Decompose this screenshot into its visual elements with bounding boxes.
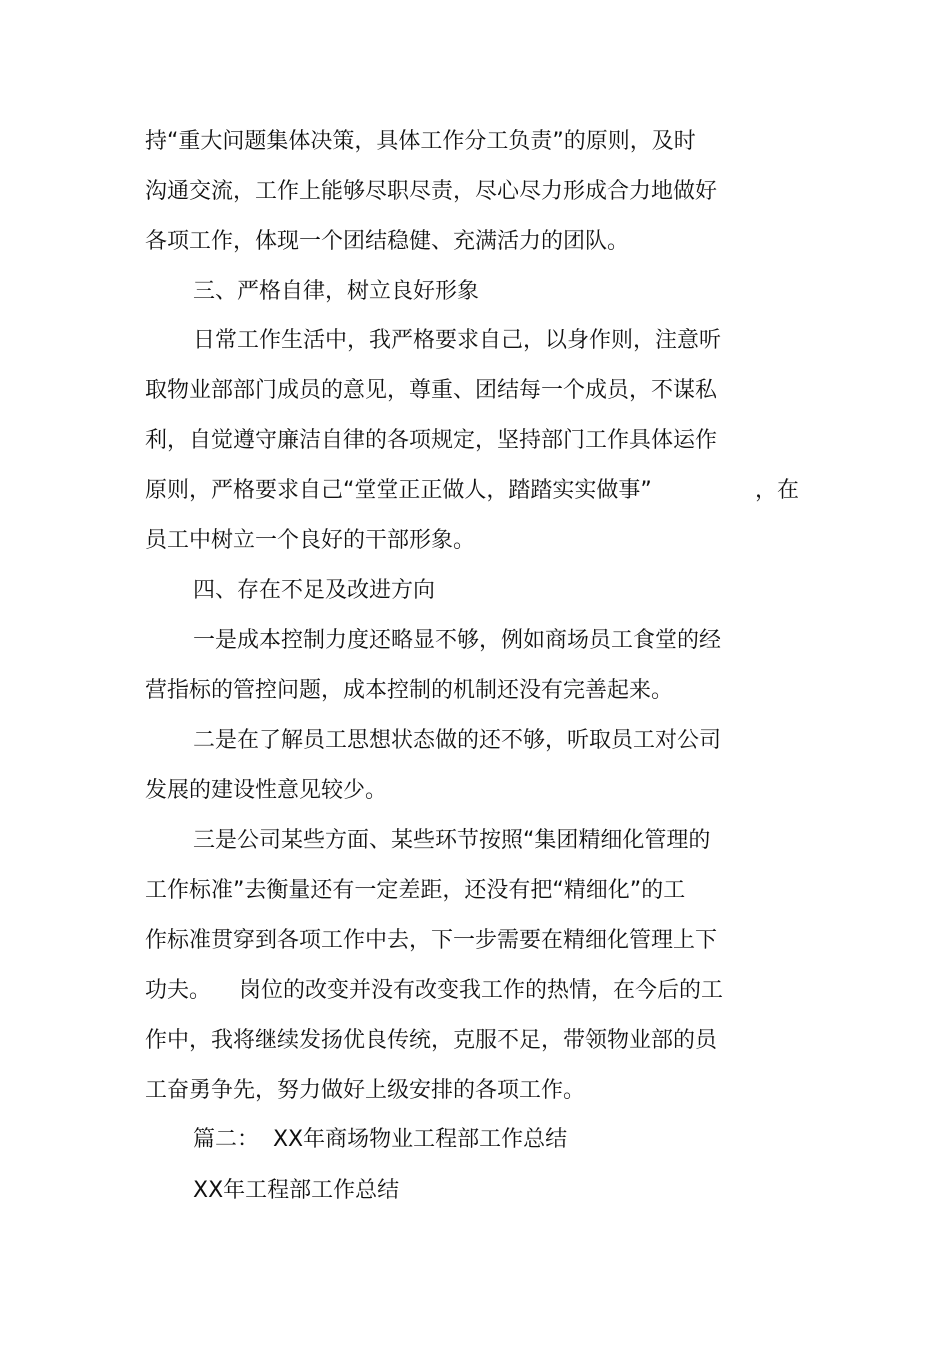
paragraph-line: 原则，严格要求自己“堂堂正正做人，踏踏实实做事” <box>145 478 652 503</box>
paragraph-line: 日常工作生活中，我严格要求自己，以身作则，注意听 <box>193 328 722 353</box>
paragraph-line: 持“重大问题集体决策，具体工作分工负责”的原则，及时 <box>145 129 696 154</box>
paragraph-line: 取物业部部门成员的意见，尊重、团结每一个成员，不谋私 <box>145 378 718 403</box>
paragraph-line: 沟通交流，工作上能够尽职尽责，尽心尽力形成合力地做好 <box>145 179 718 204</box>
article-subheading: XX年工程部工作总结 <box>193 1178 400 1203</box>
paragraph-line: 工作标准”去衡量还有一定差距，还没有把“精细化”的工 <box>145 878 686 903</box>
paragraph-line: 工奋勇争先，努力做好上级安排的各项工作。 <box>145 1078 586 1103</box>
article-heading: 篇二： XX年商场物业工程部工作总结 <box>193 1127 568 1152</box>
paragraph-line: 二是在了解员工思想状态做的还不够，听取员工对公司 <box>193 728 722 753</box>
section-heading: 三、严格自律，树立良好形象 <box>193 279 480 304</box>
paragraph-line: 功夫。 岗位的改变并没有改变我工作的热情，在今后的工 <box>145 978 723 1003</box>
paragraph-line-tail: ，在 <box>755 478 800 503</box>
section-heading: 四、存在不足及改进方向 <box>193 578 436 603</box>
paragraph-line: 员工中树立一个良好的干部形象。 <box>145 528 476 553</box>
paragraph-line: 作标准贯穿到各项工作中去，下一步需要在精细化管理上下 <box>145 928 718 953</box>
paragraph-line: 发展的建设性意见较少。 <box>145 778 388 803</box>
paragraph-line: 各项工作，体现一个团结稳健、充满活力的团队。 <box>145 229 630 254</box>
paragraph-line: 三是公司某些方面、某些环节按照“集团精细化管理的 <box>193 828 711 853</box>
paragraph-line: 一是成本控制力度还略显不够，例如商场员工食堂的经 <box>193 628 722 653</box>
paragraph-line: 作中，我将继续发扬优良传统，克服不足，带领物业部的员 <box>145 1028 718 1053</box>
paragraph-line: 营指标的管控问题，成本控制的机制还没有完善起来。 <box>145 678 674 703</box>
paragraph-line: 利，自觉遵守廉洁自律的各项规定，坚持部门工作具体运作 <box>145 428 718 453</box>
